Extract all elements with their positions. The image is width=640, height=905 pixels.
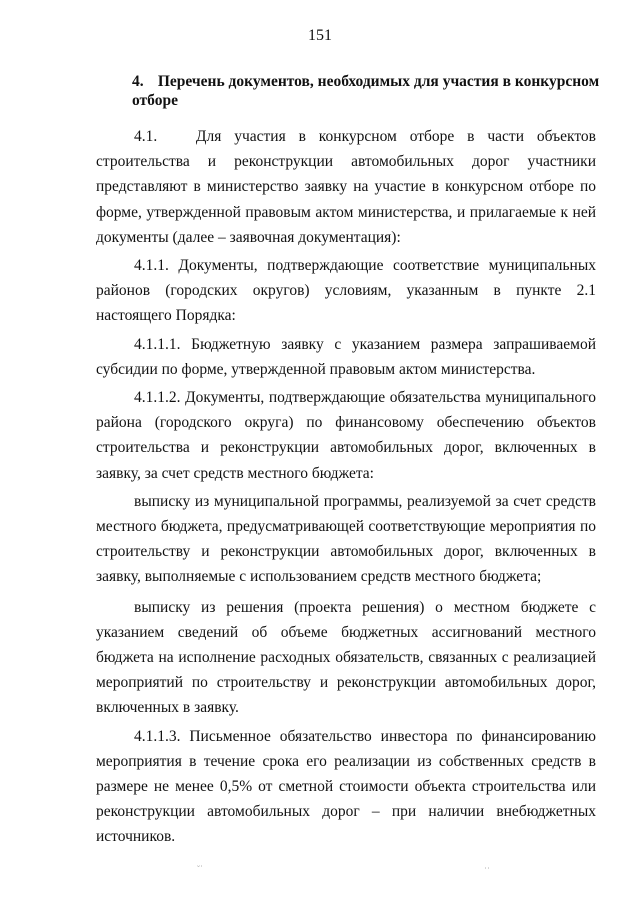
paragraph-4-1: 4.1. Для участия в конкурсном отборе в части объектов строительства и реконструкции автомобильных дорог участники представляют в министерство заявку на участие в конкурсном отборе по форме, утвержденной правовым актом министерства, и прилагаемые к ней документы (далее – заявочная документация): (96, 128, 596, 246)
section-title: Перечень документов, необходимых для участия в конкурсном отборе (132, 73, 600, 109)
section-heading (132, 72, 602, 110)
paragraph-program-extract: выписку из муниципальной программы, реализуемой за счет средств местного бюджета, предусматривающей соответствующие мероприятия по строительству и реконструкции автомобильных дорог, включенных в заявку, выполняемые с использованием средств местного бюджета; (96, 492, 596, 586)
paragraph-4-1-1-1: 4.1.1.1. Бюджетную заявку с указанием размера запрашиваемой субсидии по форме, утвержденной правовым актом министерства. (96, 335, 596, 378)
paragraph-4-1-1-2: 4.1.1.2. Документы, подтверждающие обязательства муниципального района (городского округа) по финансовому обеспечению объектов строительства и реконструкции автомобильных дорог, включенных в заявку, за счет средств местного бюджета: (96, 389, 596, 482)
scan-artifact: ˙˙ (484, 866, 490, 876)
section-number: 4. (132, 73, 144, 90)
paragraph-4-1-1-3: 4.1.1.3. Письменное обязательство инвестора по финансированию мероприятия в течение срока его реализации из собственных средств в размере не менее 0,5% от сметной стоимости объекта строительства или реконструкции автомобильных дорог – при наличии внебюджетных источников. (96, 727, 596, 846)
paragraph-budget-extract: выписку из решения (проекта решения) о местном бюджете с указанием сведений об объеме бюджетных ассигнований местного бюджета на исполнение расходных обязательств, связанных с реализацией мероприятий по строительству и реконструкции автомобильных дорог, включенных в заявку. (96, 598, 596, 717)
scan-artifact: ˘˙ (197, 864, 203, 874)
paragraph-4-1-1: 4.1.1. Документы, подтверждающие соответствие муниципальных районов (городских округов) условиям, указанным в пункте 2.1 настоящего Порядка: (96, 257, 596, 325)
document-body (96, 124, 596, 853)
page-number: 151 (308, 27, 332, 44)
